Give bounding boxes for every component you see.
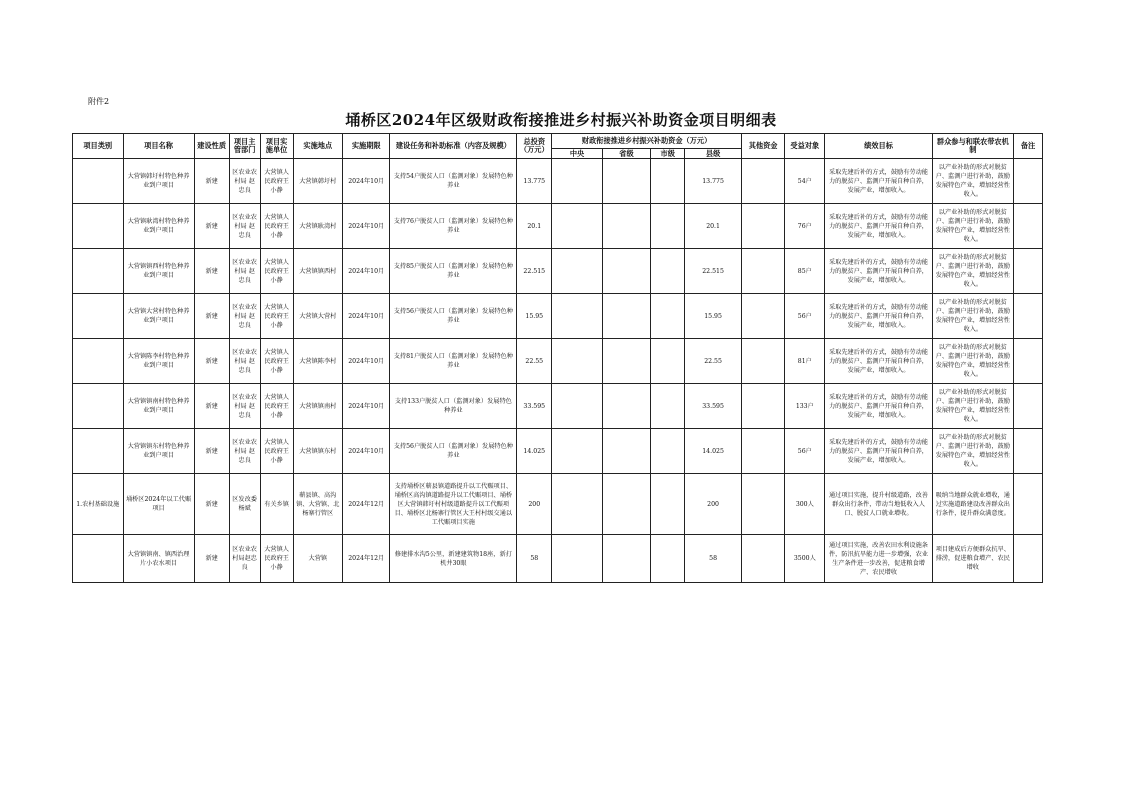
cell-period: 2024年10月 xyxy=(343,339,390,384)
cell-content: 支持56户脱贫人口（监测对象）发展特色种养业 xyxy=(390,429,517,474)
cell-period: 2024年10月 xyxy=(343,384,390,429)
cell-provincial xyxy=(602,204,650,249)
cell-name: 大营镇耿湾村特色种养业到户项目 xyxy=(123,204,194,249)
cell-county: 33.595 xyxy=(685,384,742,429)
cell-central xyxy=(552,249,603,294)
cell-total: 200 xyxy=(517,474,552,535)
table-row xyxy=(73,429,1043,474)
cell-other xyxy=(741,384,784,429)
cell-mechanism: 以产业补助的形式对脱贫户、监测户进行补助，鼓励发展特色产业，增加经营性收入。 xyxy=(932,204,1013,249)
cell-category: 1.农村基础设施 xyxy=(73,474,124,535)
project-detail-table xyxy=(72,133,1043,583)
cell-content: 支持54户脱贫人口（监测对象）发展特色种养业 xyxy=(390,159,517,204)
cell-remark xyxy=(1014,339,1043,384)
cell-total: 13.775 xyxy=(517,159,552,204)
attachment-label: 附件2 xyxy=(88,97,110,106)
header-other: 其他资金 xyxy=(741,134,784,159)
cell-city xyxy=(651,384,685,429)
header-category: 项目类别 xyxy=(73,134,124,159)
cell-provincial xyxy=(602,384,650,429)
cell-location: 大营镇镇东村 xyxy=(293,429,342,474)
cell-other xyxy=(741,535,784,583)
cell-beneficiary: 85户 xyxy=(785,249,825,294)
header-fund-group: 财政衔接推进乡村振兴补助资金（万元） xyxy=(552,134,742,149)
cell-goal: 采取先建后补的方式，鼓励有劳动能力的脱贫户、监测户开展自种自养，发展产业，增加收入。 xyxy=(825,294,932,339)
cell-city xyxy=(651,249,685,294)
cell-location: 大营镇 xyxy=(293,535,342,583)
cell-central xyxy=(552,159,603,204)
cell-unit: 大营镇人民政府王小静 xyxy=(260,429,293,474)
cell-content: 支持埇桥区蕲县镇道路提升以工代赈项目、埇桥区高沟镇道路提升以工代赈项目、埇桥区大营镇韩圩村村级道路提升以工代赈项目、埇桥区北杨寨行管区大王村村级交通以工代赈项目实施 xyxy=(390,474,517,535)
table-row xyxy=(73,384,1043,429)
cell-period: 2024年10月 xyxy=(343,249,390,294)
cell-dept: 区农业农村局赵忠良 xyxy=(229,535,260,583)
cell-name: 大营镇大营村特色种养业到户项目 xyxy=(123,294,194,339)
header-county: 县级 xyxy=(685,149,742,159)
cell-content: 支持81户脱贫人口（监测对象）发展特色种养业 xyxy=(390,339,517,384)
cell-total: 15.95 xyxy=(517,294,552,339)
cell-period: 2024年12月 xyxy=(343,474,390,535)
cell-unit: 大营镇人民政府王小静 xyxy=(260,294,293,339)
cell-other xyxy=(741,249,784,294)
cell-name: 大营镇陈李村特色种养业到户项目 xyxy=(123,339,194,384)
cell-category xyxy=(73,294,124,339)
cell-remark xyxy=(1014,294,1043,339)
table-row xyxy=(73,204,1043,249)
cell-mechanism: 以产业补助的形式对脱贫户、监测户进行补助，鼓励发展特色产业，增加经营性收入。 xyxy=(932,249,1013,294)
cell-unit: 有关乡镇 xyxy=(260,474,293,535)
cell-period: 2024年10月 xyxy=(343,429,390,474)
cell-central xyxy=(552,474,603,535)
table-row xyxy=(73,339,1043,384)
cell-nature: 新建 xyxy=(194,339,229,384)
cell-beneficiary: 300人 xyxy=(785,474,825,535)
cell-central xyxy=(552,535,603,583)
cell-content: 支持133户脱贫人口（监测对象）发展特色种养业 xyxy=(390,384,517,429)
cell-central xyxy=(552,339,603,384)
cell-central xyxy=(552,294,603,339)
cell-mechanism: 项目建成后方便群众抗旱、排涝，促进粮食增产、农民增收 xyxy=(932,535,1013,583)
cell-other xyxy=(741,204,784,249)
cell-dept: 区农业农村局 赵忠良 xyxy=(229,339,260,384)
cell-dept: 区农业农村局 赵忠良 xyxy=(229,294,260,339)
cell-city xyxy=(651,159,685,204)
cell-remark xyxy=(1014,159,1043,204)
header-total: 总投资（万元） xyxy=(517,134,552,159)
cell-mechanism: 以产业补助的形式对脱贫户、监测户进行补助，鼓励发展特色产业，增加经营性收入。 xyxy=(932,159,1013,204)
cell-period: 2024年12月 xyxy=(343,535,390,583)
header-remark: 备注 xyxy=(1014,134,1043,159)
cell-dept: 区农业农村局 赵忠良 xyxy=(229,384,260,429)
cell-beneficiary: 3500人 xyxy=(785,535,825,583)
table-row xyxy=(73,159,1043,204)
cell-city xyxy=(651,429,685,474)
cell-county: 13.775 xyxy=(685,159,742,204)
cell-city xyxy=(651,339,685,384)
cell-location: 大营镇韩圩村 xyxy=(293,159,342,204)
cell-remark xyxy=(1014,384,1043,429)
cell-category xyxy=(73,204,124,249)
cell-category xyxy=(73,535,124,583)
cell-content: 修建排水沟5公里，新建建筑物18座，新打机井30眼 xyxy=(390,535,517,583)
cell-other xyxy=(741,294,784,339)
cell-provincial xyxy=(602,474,650,535)
cell-city xyxy=(651,535,685,583)
cell-mechanism: 吸纳当地群众就业增收，通过实施道路建设改善群众出行条件，提升群众满意度。 xyxy=(932,474,1013,535)
cell-goal: 采取先建后补的方式，鼓励有劳动能力的脱贫户、监测户开展自种自养，发展产业，增加收入。 xyxy=(825,204,932,249)
cell-goal: 采取先建后补的方式，鼓励有劳动能力的脱贫户、监测户开展自种自养，发展产业，增加收入。 xyxy=(825,429,932,474)
cell-county: 20.1 xyxy=(685,204,742,249)
cell-mechanism: 以产业补助的形式对脱贫户、监测户进行补助，鼓励发展特色产业，增加经营性收入。 xyxy=(932,384,1013,429)
cell-total: 20.1 xyxy=(517,204,552,249)
cell-other xyxy=(741,474,784,535)
cell-county: 14.025 xyxy=(685,429,742,474)
cell-provincial xyxy=(602,429,650,474)
cell-goal: 采取先建后补的方式，鼓励有劳动能力的脱贫户、监测户开展自种自养，发展产业，增加收入。 xyxy=(825,384,932,429)
cell-other xyxy=(741,159,784,204)
cell-nature: 新建 xyxy=(194,474,229,535)
cell-dept: 区农业农村局 赵忠良 xyxy=(229,249,260,294)
cell-nature: 新建 xyxy=(194,159,229,204)
cell-category xyxy=(73,249,124,294)
cell-content: 支持85户脱贫人口（监测对象）发展特色种养业 xyxy=(390,249,517,294)
cell-dept: 区发改委杨斌 xyxy=(229,474,260,535)
cell-provincial xyxy=(602,535,650,583)
cell-content: 支持76户脱贫人口（监测对象）发展特色种养业 xyxy=(390,204,517,249)
cell-provincial xyxy=(602,159,650,204)
cell-goal: 采取先建后补的方式，鼓励有劳动能力的脱贫户、监测户开展自种自养，发展产业，增加收入。 xyxy=(825,249,932,294)
cell-goal: 通过项目实施，提升村级道路，改善群众出行条件，带动当地低收入人口、脱贫人口就业增收。 xyxy=(825,474,932,535)
cell-remark xyxy=(1014,249,1043,294)
cell-goal: 采取先建后补的方式，鼓励有劳动能力的脱贫户、监测户开展自种自养，发展产业，增加收入。 xyxy=(825,339,932,384)
cell-category xyxy=(73,159,124,204)
cell-category xyxy=(73,429,124,474)
cell-nature: 新建 xyxy=(194,384,229,429)
cell-dept: 区农业农村局 赵忠良 xyxy=(229,429,260,474)
cell-total: 33.595 xyxy=(517,384,552,429)
cell-remark xyxy=(1014,429,1043,474)
cell-location: 大营镇陈李村 xyxy=(293,339,342,384)
cell-nature: 新建 xyxy=(194,204,229,249)
cell-category xyxy=(73,384,124,429)
cell-mechanism: 以产业补助的形式对脱贫户、监测户进行补助，鼓励发展特色产业，增加经营性收入。 xyxy=(932,429,1013,474)
cell-location: 大营镇耿湾村 xyxy=(293,204,342,249)
cell-nature: 新建 xyxy=(194,535,229,583)
cell-name: 大营镇镇南村特色种养业到户项目 xyxy=(123,384,194,429)
cell-remark xyxy=(1014,535,1043,583)
header-mechanism: 群众参与和联农带农机制 xyxy=(932,134,1013,159)
cell-unit: 大营镇人民政府王小静 xyxy=(260,535,293,583)
cell-location: 大营镇大营村 xyxy=(293,294,342,339)
header-provincial: 省级 xyxy=(602,149,650,159)
cell-central xyxy=(552,429,603,474)
cell-name: 大营镇镇东村特色种养业到户项目 xyxy=(123,429,194,474)
cell-county: 15.95 xyxy=(685,294,742,339)
cell-name: 埇桥区2024年以工代赈项目 xyxy=(123,474,194,535)
header-unit: 项目实施单位 xyxy=(260,134,293,159)
header-city: 市级 xyxy=(651,149,685,159)
header-nature: 建设性质 xyxy=(194,134,229,159)
header-location: 实施地点 xyxy=(293,134,342,159)
cell-goal: 通过项目实施，改善农田水利设施条件，防汛抗旱能力进一步增强，农业生产条件进一步改善，促进粮食增产、农民增收 xyxy=(825,535,932,583)
cell-city xyxy=(651,204,685,249)
cell-beneficiary: 56户 xyxy=(785,294,825,339)
cell-name: 大营镇镇南、镇西治理片小农水项目 xyxy=(123,535,194,583)
cell-unit: 大营镇人民政府王小静 xyxy=(260,159,293,204)
header-central: 中央 xyxy=(552,149,603,159)
cell-other xyxy=(741,429,784,474)
cell-remark xyxy=(1014,204,1043,249)
cell-location: 大营镇镇南村 xyxy=(293,384,342,429)
cell-central xyxy=(552,204,603,249)
cell-city xyxy=(651,474,685,535)
cell-mechanism: 以产业补助的形式对脱贫户、监测户进行补助，鼓励发展特色产业，增加经营性收入。 xyxy=(932,339,1013,384)
cell-provincial xyxy=(602,294,650,339)
cell-location: 大营镇镇西村 xyxy=(293,249,342,294)
header-period: 实施期限 xyxy=(343,134,390,159)
cell-period: 2024年10月 xyxy=(343,204,390,249)
cell-period: 2024年10月 xyxy=(343,159,390,204)
cell-period: 2024年10月 xyxy=(343,294,390,339)
cell-remark xyxy=(1014,474,1043,535)
cell-dept: 区农业农村局 赵忠良 xyxy=(229,204,260,249)
cell-nature: 新建 xyxy=(194,294,229,339)
cell-county: 22.55 xyxy=(685,339,742,384)
cell-county: 58 xyxy=(685,535,742,583)
cell-total: 58 xyxy=(517,535,552,583)
table-row xyxy=(73,535,1043,583)
cell-total: 14.025 xyxy=(517,429,552,474)
cell-nature: 新建 xyxy=(194,429,229,474)
cell-provincial xyxy=(602,339,650,384)
cell-total: 22.515 xyxy=(517,249,552,294)
table-row xyxy=(73,474,1043,535)
cell-unit: 大营镇人民政府王小静 xyxy=(260,339,293,384)
cell-county: 22.515 xyxy=(685,249,742,294)
cell-total: 22.55 xyxy=(517,339,552,384)
cell-unit: 大营镇人民政府王小静 xyxy=(260,249,293,294)
header-beneficiary: 受益对象 xyxy=(785,134,825,159)
cell-name: 大营镇韩圩村特色种养业到户项目 xyxy=(123,159,194,204)
cell-county: 200 xyxy=(685,474,742,535)
header-dept: 项目主管部门 xyxy=(229,134,260,159)
cell-name: 大营镇镇西村特色种养业到户项目 xyxy=(123,249,194,294)
cell-unit: 大营镇人民政府王小静 xyxy=(260,204,293,249)
header-name: 项目名称 xyxy=(123,134,194,159)
cell-beneficiary: 56户 xyxy=(785,429,825,474)
cell-unit: 大营镇人民政府王小静 xyxy=(260,384,293,429)
cell-mechanism: 以产业补助的形式对脱贫户、监测户进行补助，鼓励发展特色产业，增加经营性收入。 xyxy=(932,294,1013,339)
cell-city xyxy=(651,294,685,339)
cell-provincial xyxy=(602,249,650,294)
cell-goal: 采取先建后补的方式，鼓励有劳动能力的脱贫户、监测户开展自种自养，发展产业，增加收入。 xyxy=(825,159,932,204)
cell-nature: 新建 xyxy=(194,249,229,294)
cell-location: 蕲县镇、高沟镇、大营镇、北杨寨行管区 xyxy=(293,474,342,535)
header-content: 建设任务和补助标准（内容及规模） xyxy=(390,134,517,159)
cell-content: 支持56户脱贫人口（监测对象）发展特色种养业 xyxy=(390,294,517,339)
header-goal: 绩效目标 xyxy=(825,134,932,159)
cell-category xyxy=(73,339,124,384)
cell-central xyxy=(552,384,603,429)
table-row xyxy=(73,294,1043,339)
table-row xyxy=(73,249,1043,294)
cell-beneficiary: 81户 xyxy=(785,339,825,384)
cell-beneficiary: 76户 xyxy=(785,204,825,249)
cell-beneficiary: 54户 xyxy=(785,159,825,204)
cell-dept: 区农业农村局 赵忠良 xyxy=(229,159,260,204)
document-title: 埇桥区2024年区级财政衔接推进乡村振兴补助资金项目明细表 xyxy=(345,111,777,129)
cell-other xyxy=(741,339,784,384)
cell-beneficiary: 133户 xyxy=(785,384,825,429)
